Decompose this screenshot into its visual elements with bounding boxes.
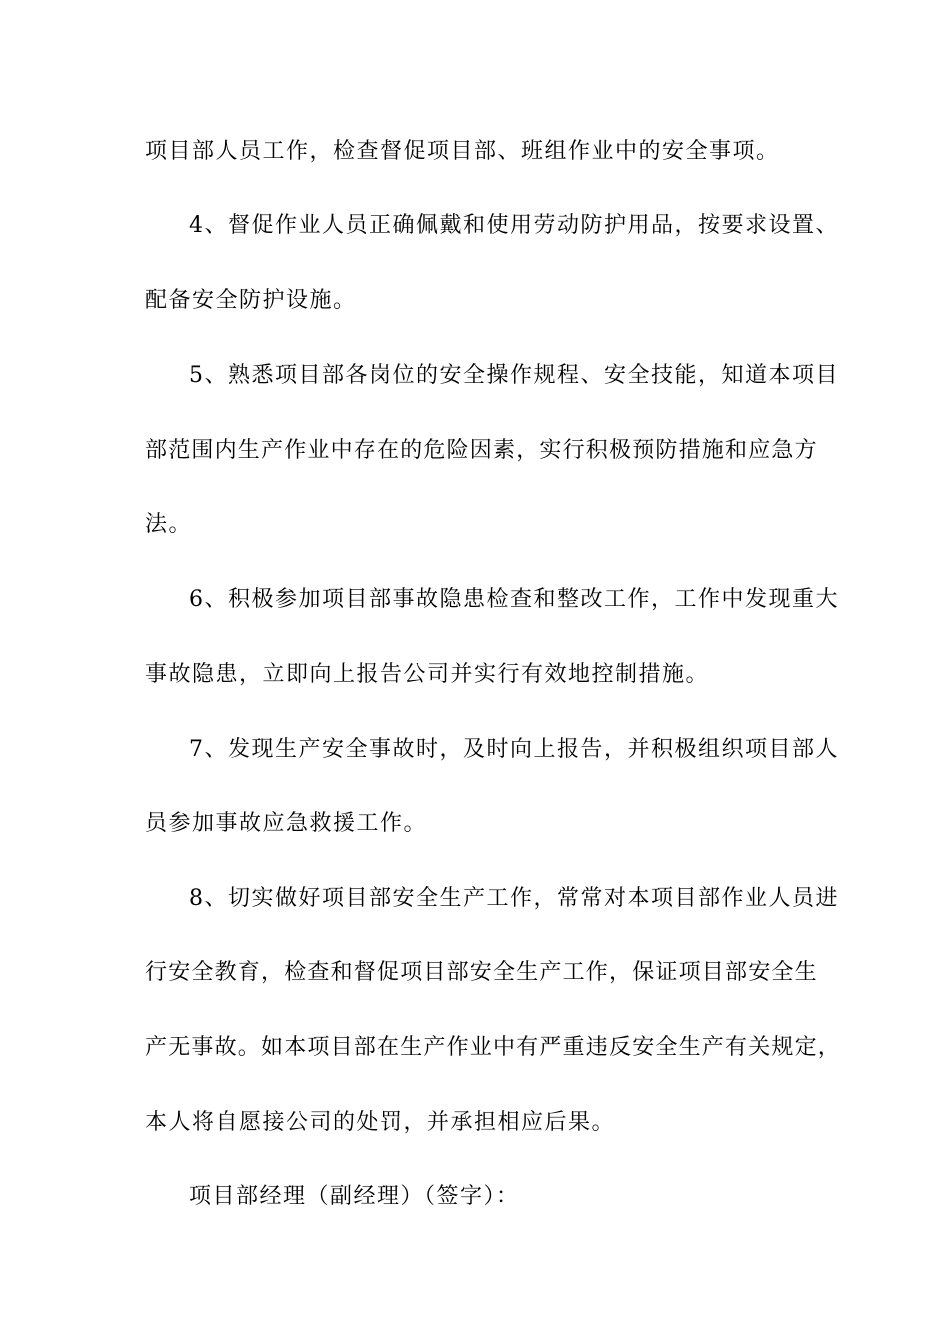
paragraph-line: 4、督促作业人员正确佩戴和使用劳动防护用品，按要求设置、 bbox=[189, 213, 839, 238]
paragraph-line: 员参加事故应急救援工作。 bbox=[145, 811, 428, 836]
paragraph-line: 事故隐患，立即向上报告公司并实行有效地控制措施。 bbox=[145, 662, 710, 687]
paragraph-line: 7、发现生产安全事故时，及时向上报告，并积极组织项目部人 bbox=[189, 737, 839, 762]
signature-line: 项目部经理（副经理）（签字）： bbox=[189, 1184, 520, 1209]
paragraph-line: 部范围内生产作业中存在的危险因素，实行积极预防措施和应急方 bbox=[145, 438, 818, 463]
paragraph-line: 产无事故。如本项目部在生产作业中有严重违反安全生产有关规定， bbox=[145, 1035, 842, 1060]
paragraph-line: 5、熟悉项目部各岗位的安全操作规程、安全技能，知道本项目 bbox=[189, 363, 839, 388]
paragraph-line: 6、积极参加项目部事故隐患检查和整改工作，工作中发现重大 bbox=[189, 587, 839, 612]
paragraph-line: 行安全教育，检查和督促项目部安全生产工作，保证项目部安全生 bbox=[145, 960, 818, 985]
paragraph-line: 法。 bbox=[145, 512, 193, 537]
paragraph-line: 本人将自愿接公司的处罚，并承担相应后果。 bbox=[145, 1110, 616, 1135]
paragraph-line: 项目部人员工作，检查督促项目部、班组作业中的安全事项。 bbox=[145, 139, 780, 164]
paragraph-line: 8、切实做好项目部安全生产工作，常常对本项目部作业人员进 bbox=[189, 886, 839, 911]
paragraph-line: 配备安全防护设施。 bbox=[145, 288, 357, 313]
